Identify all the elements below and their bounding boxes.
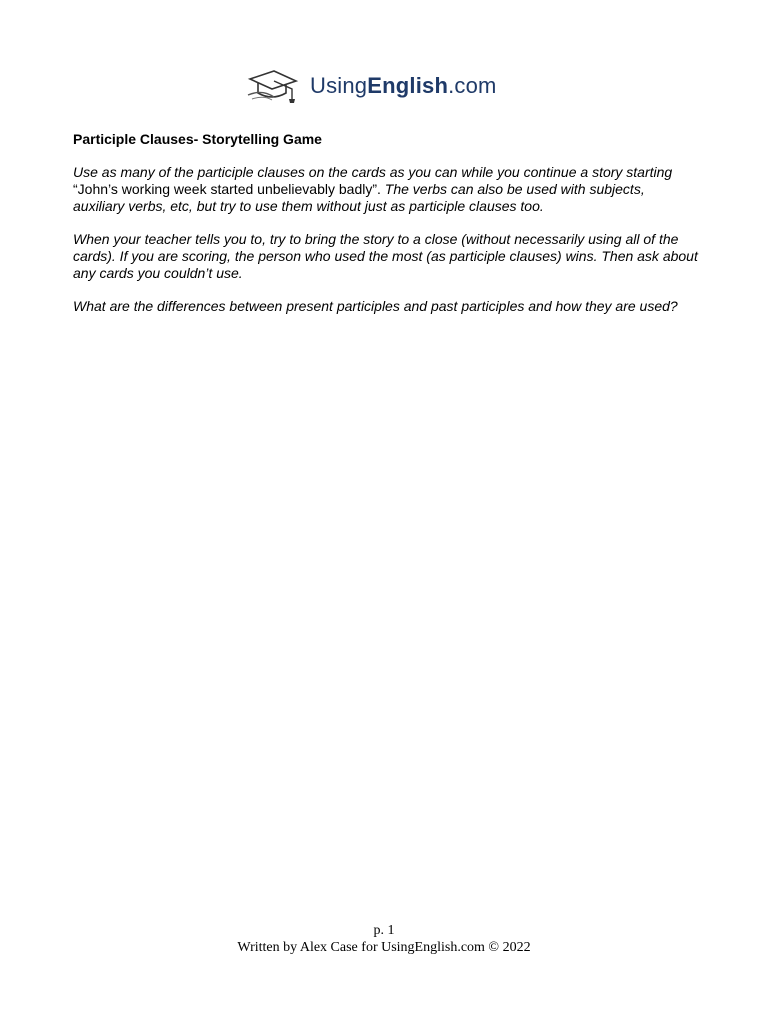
story-starter-quote: “John’s working week started unbelievably badly”. bbox=[73, 181, 381, 197]
page-number: p. 1 bbox=[373, 923, 395, 938]
document-title: Participle Clauses- Storytelling Game bbox=[73, 131, 322, 147]
instructions-paragraph-2: When your teacher tells you to, try to bring the story to a close (without necessarily using all of the cards). If you are scoring, the person who used the most (as participle clauses) wins. Then ask about any cards you couldn’t use. bbox=[73, 231, 698, 281]
graduation-cap-icon bbox=[244, 69, 300, 103]
document-body bbox=[73, 131, 698, 331]
discussion-question: What are the differences between present participles and past participles and how they are used? bbox=[73, 298, 678, 314]
para1-tail-text: The verbs can also be used with subjects, auxiliary verbs, etc, but try to use them without just as participle clauses too. bbox=[73, 181, 645, 214]
logo-wordmark: UsingEnglish.com bbox=[310, 73, 497, 98]
instructions-paragraph-1 bbox=[73, 164, 698, 215]
author-credit: Written by Alex Case for UsingEnglish.com © 2022 bbox=[237, 940, 531, 955]
para1-lead-text: Use as many of the participle clauses on the cards as you can while you continue a story starting bbox=[73, 164, 673, 180]
site-logo bbox=[244, 68, 497, 104]
page-footer bbox=[0, 922, 768, 956]
